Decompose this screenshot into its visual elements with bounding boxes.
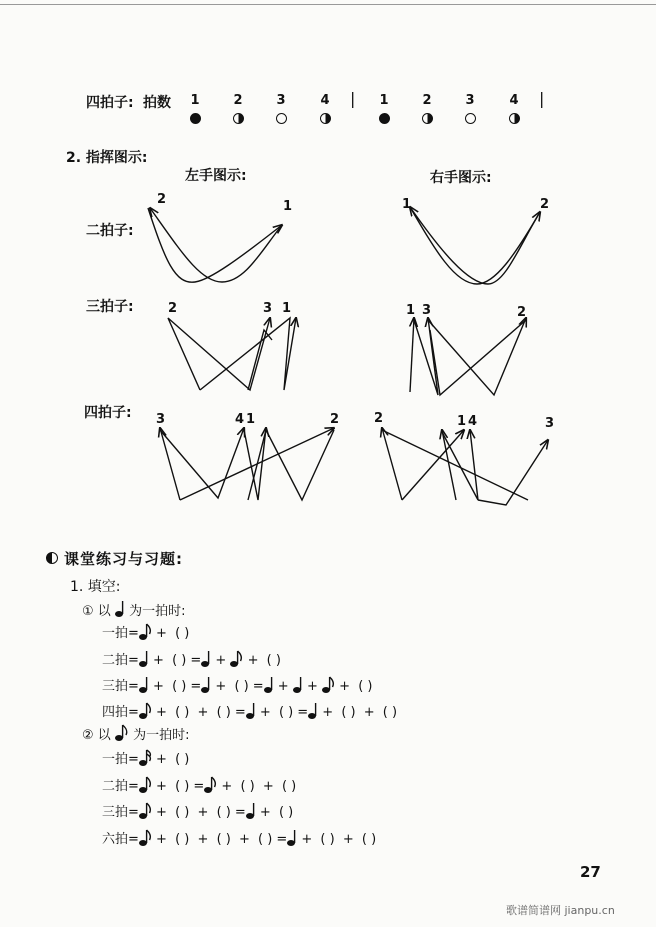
blank[interactable]: ( ) <box>278 705 294 720</box>
beat-label: 2 <box>330 412 340 427</box>
quarter-note-icon <box>246 802 256 820</box>
duple-meter-label: 二拍子: <box>86 223 134 239</box>
eighth-note-icon <box>115 724 129 742</box>
exercise-row: 二拍= + ( ) = + ( ) + ( ) <box>102 775 300 794</box>
beat-number: 3 <box>465 93 475 108</box>
blank[interactable]: ( ) <box>175 779 190 794</box>
exercise-row: 一拍= + ( ) <box>102 622 193 641</box>
beat-number: 3 <box>276 93 286 108</box>
blank[interactable]: ( ) <box>175 705 190 720</box>
exercises-heading: 课堂练习与习题: <box>64 550 183 568</box>
beat-label: 2 <box>540 197 550 212</box>
quad-left-path-1 <box>160 428 180 500</box>
blank[interactable]: ( ) <box>361 832 377 847</box>
beat-number: 2 <box>422 93 432 108</box>
blank[interactable]: ( ) <box>320 832 335 847</box>
beat-number: 1 <box>379 93 389 108</box>
eighth-note-icon <box>139 802 152 820</box>
blank[interactable]: ( ) <box>382 705 398 720</box>
eighth-note-icon <box>204 776 217 794</box>
row-label: 三拍= <box>102 679 139 694</box>
blank[interactable]: ( ) <box>175 832 190 847</box>
blank[interactable]: ( ) <box>281 779 297 794</box>
section-bullet-icon <box>46 552 58 564</box>
conducting-heading: 2. 指挥图示: <box>66 150 148 166</box>
quarter-note-icon <box>201 650 211 668</box>
blank[interactable]: ( ) <box>278 805 294 820</box>
beat-label: 1 <box>283 199 293 214</box>
blank[interactable]: ( ) <box>216 805 231 820</box>
triple-right-path-3 <box>428 318 526 395</box>
eighth-note-icon <box>139 623 152 641</box>
duple-left-path-2 <box>150 208 282 282</box>
triple-meter-label: 三拍子: <box>86 299 134 315</box>
row-label: 四拍= <box>102 705 139 720</box>
exercise-row: 四拍= + ( ) + ( ) = + ( ) = + ( ) + ( ) <box>102 701 401 720</box>
quad-right-path-5 <box>442 430 478 500</box>
beat-label: 4 <box>468 414 478 429</box>
beat-label: 3 <box>422 303 432 318</box>
eighth-note-icon <box>230 650 243 668</box>
beat-label: 1 <box>402 197 412 212</box>
quad-left-path-3 <box>244 428 266 500</box>
blank[interactable]: ( ) <box>175 626 190 641</box>
blank[interactable]: ( ) <box>172 679 187 694</box>
quarter-note-icon <box>201 676 211 694</box>
quarter-note-icon <box>287 829 297 847</box>
beats-row-label: 四拍子: <box>86 95 134 111</box>
left-hand-title: 左手图示: <box>185 168 247 184</box>
quad-left-path-5 <box>248 430 334 500</box>
quarter-note-icon <box>139 650 149 668</box>
blank[interactable]: ( ) <box>258 832 273 847</box>
blank[interactable]: ( ) <box>175 805 190 820</box>
row-label: 二拍= <box>102 779 139 794</box>
quad-right-path-6 <box>478 440 548 505</box>
beats-row-sublabel: 拍数 <box>143 95 171 111</box>
beat-label: 2 <box>374 411 384 426</box>
beat-number: 2 <box>233 93 243 108</box>
blank[interactable]: ( ) <box>172 653 187 668</box>
exercise-row: 一拍= + ( ) <box>102 748 193 767</box>
beat-label: 3 <box>156 412 166 427</box>
eighth-note-icon <box>322 676 335 694</box>
blank[interactable]: ( ) <box>266 653 281 668</box>
beat-label: 1 <box>457 414 467 429</box>
row-label: 一拍= <box>102 752 139 767</box>
beat-label: 2 <box>157 192 167 207</box>
row-label: 三拍= <box>102 805 139 820</box>
beat-number: 4 <box>509 93 519 108</box>
part2-title: ② 以 为一拍时: <box>82 724 189 743</box>
triple-left-path <box>168 318 270 390</box>
triple-left-path-2 <box>248 330 272 390</box>
beat-label: 1 <box>282 301 292 316</box>
quarter-note-icon <box>264 676 274 694</box>
eighth-note-icon <box>139 829 152 847</box>
exercise-row: 六拍= + ( ) + ( ) + ( ) = + ( ) + ( ) <box>102 828 380 847</box>
beat-label: 2 <box>517 305 527 320</box>
quarter-note-icon <box>115 600 125 618</box>
beat-label: 1 <box>406 303 416 318</box>
beat-label: 4 <box>235 412 245 427</box>
blank[interactable]: ( ) <box>240 779 255 794</box>
quarter-note-icon <box>308 702 318 720</box>
blank[interactable]: ( ) <box>341 705 356 720</box>
exercise-row: 三拍= + ( ) + ( ) = + ( ) <box>102 801 297 820</box>
quarter-note-icon <box>246 702 256 720</box>
sixteenth-note-icon <box>139 749 152 767</box>
beat-label: 3 <box>545 416 555 431</box>
triple-right-path-4 <box>430 320 526 395</box>
fill-blank-title: 1. 填空: <box>70 579 121 595</box>
quad-left-path-2 <box>160 428 244 498</box>
beat-label: 2 <box>168 301 178 316</box>
page-number: 27 <box>580 863 601 881</box>
duple-left-path-1 <box>148 208 282 282</box>
eighth-note-icon <box>139 776 152 794</box>
row-label: 二拍= <box>102 653 139 668</box>
exercise-row: 三拍= + ( ) = + ( ) = + + + ( ) <box>102 675 377 694</box>
triple-right-path <box>410 318 414 392</box>
beat-label: 3 <box>263 301 273 316</box>
part1-title: ① 以 为一拍时: <box>82 600 185 619</box>
eighth-note-icon <box>139 702 152 720</box>
beat-number: 4 <box>320 93 330 108</box>
triple-left-path-3 <box>200 318 296 390</box>
right-hand-title: 右手图示: <box>430 170 492 186</box>
watermark: 歌谱简谱网 jianpu.cn <box>506 904 615 917</box>
blank[interactable]: ( ) <box>216 705 231 720</box>
row-label: 六拍= <box>102 832 139 847</box>
row-label: 一拍= <box>102 626 139 641</box>
blank[interactable]: ( ) <box>216 832 231 847</box>
quarter-note-icon <box>293 676 303 694</box>
quarter-note-icon <box>139 676 149 694</box>
blank[interactable]: ( ) <box>234 679 249 694</box>
bar-separator: | <box>539 89 545 108</box>
bar-separator: | <box>350 89 356 108</box>
beat-number: 1 <box>190 93 200 108</box>
blank[interactable]: ( ) <box>175 752 190 767</box>
blank[interactable]: ( ) <box>358 679 373 694</box>
exercise-row: 二拍= + ( ) = + + ( ) <box>102 649 285 668</box>
duple-right-path-2 <box>410 207 540 284</box>
quadruple-meter-label: 四拍子: <box>84 405 132 421</box>
beat-label: 1 <box>246 412 256 427</box>
